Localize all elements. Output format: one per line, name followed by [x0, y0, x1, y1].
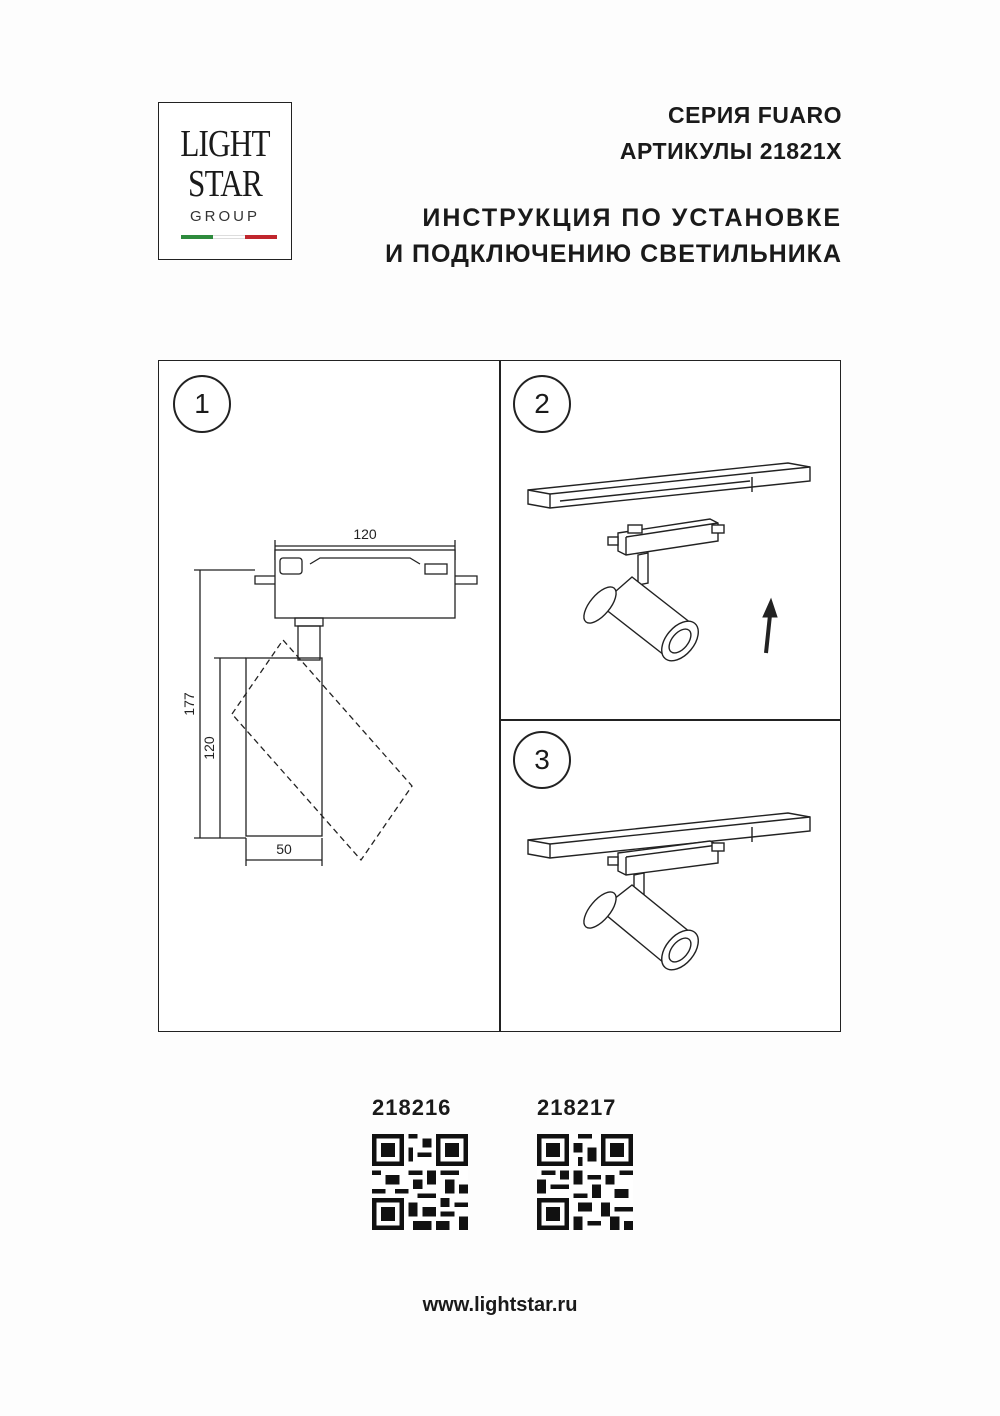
step-1-badge: 1	[173, 375, 231, 433]
articles-label: АРТИКУЛЫ 21821X	[619, 138, 842, 164]
dimension-height-total: 177	[181, 692, 197, 716]
logo-flag-stripe	[181, 235, 277, 239]
dimension-width-body: 50	[276, 841, 292, 857]
logo-text-light: LIGHT	[180, 123, 270, 165]
website-link[interactable]: www.lightstar.ru	[422, 1294, 578, 1316]
dimension-drawing	[180, 520, 490, 870]
step-2-badge: 2	[513, 375, 571, 433]
panel-divider-vertical	[499, 360, 501, 1032]
panel-divider-horizontal	[499, 719, 841, 721]
document-title-line2: И ПОДКЛЮЧЕНИЮ СВЕТИЛЬНИКА	[385, 240, 842, 268]
logo-text-group: GROUP	[189, 208, 260, 225]
qr-code-218216	[372, 1134, 468, 1230]
product-code-218217: 218217	[537, 1095, 617, 1120]
step-3-badge: 3	[513, 731, 571, 789]
document-title-line1: ИНСТРУКЦИЯ ПО УСТАНОВКЕ	[422, 204, 842, 232]
series-label: СЕРИЯ FUARO	[667, 102, 842, 128]
qr-code-218217	[537, 1134, 633, 1230]
lightstar-logo	[158, 102, 292, 260]
dimension-height-body: 120	[201, 736, 217, 760]
product-code-218216: 218216	[372, 1095, 452, 1120]
dimension-width-top: 120	[353, 526, 377, 542]
step-2-illustration	[520, 455, 820, 670]
step-3-illustration	[520, 805, 820, 1000]
logo-text-star: STAR	[188, 163, 262, 205]
